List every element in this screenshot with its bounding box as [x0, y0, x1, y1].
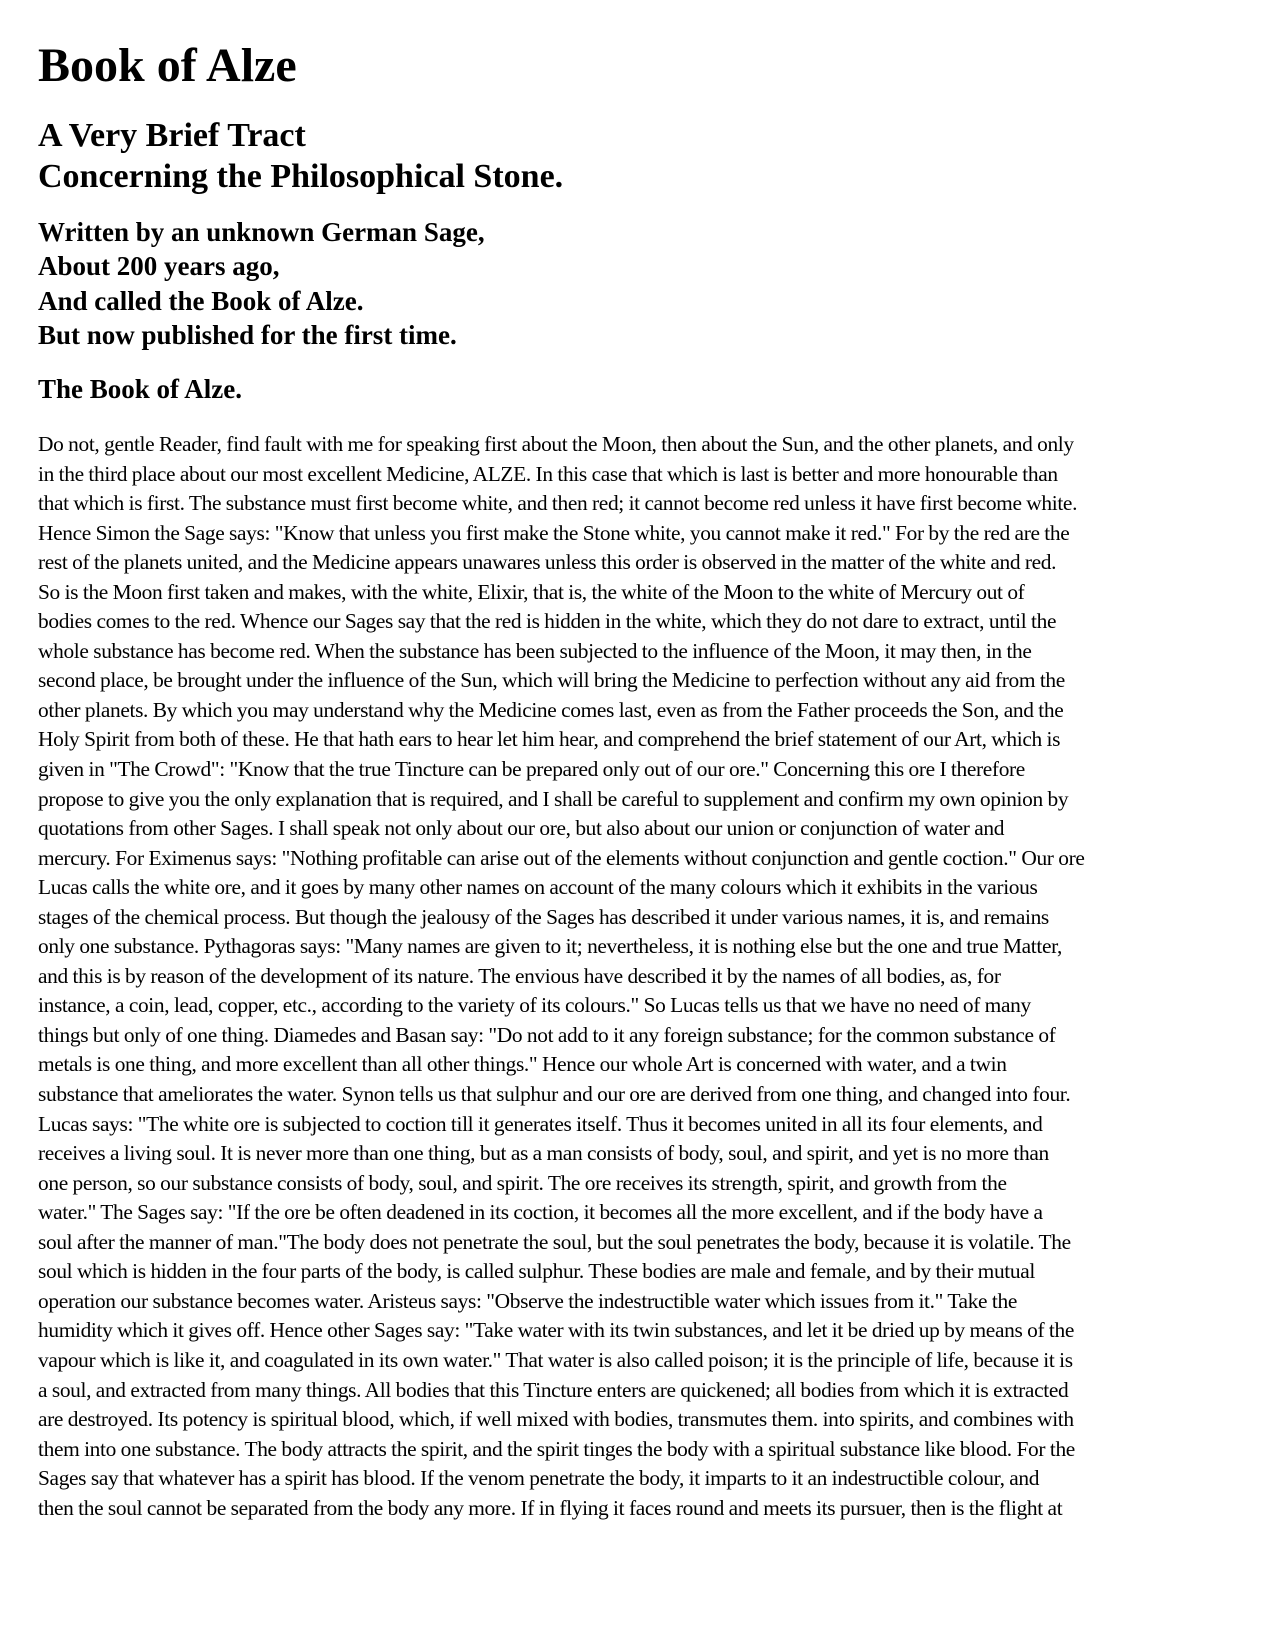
text-line: stages of the chemical process. But though the jealousy of the Sages has described it under various names, it is, and remains — [38, 904, 1049, 929]
text-line: things but only of one thing. Diamedes and Basan say: "Do not add to it any foreign substance; for the common substance of — [38, 1022, 1056, 1047]
document-subtitle — [38, 115, 563, 197]
subtitle-line: A Very Brief Tract — [38, 117, 306, 154]
text-line: Sages say that whatever has a spirit has blood. If the venom penetrate the body, it imparts to it an indestructible colour, and — [38, 1466, 1040, 1491]
text-line: rest of the planets united, and the Medicine appears unawares unless this order is observed in the matter of the white and red. — [38, 550, 1057, 575]
text-line: then the soul cannot be separated from the body any more. If in flying it faces round and meets its pursuer, then is the flight at — [38, 1495, 1063, 1520]
body-paragraph — [38, 430, 1238, 1523]
text-line: them into one substance. The body attracts the spirit, and the spirit tinges the body with a spiritual substance like blood. For the — [38, 1436, 1075, 1461]
text-line: second place, be brought under the influence of the Sun, which will bring the Medicine to perfection without any aid from the — [38, 668, 1065, 693]
text-line: operation our substance becomes water. Aristeus says: "Observe the indestructible water which issues from it." Take the — [38, 1288, 1017, 1313]
text-line: humidity which it gives off. Hence other Sages say: "Take water with its twin substances, and let it be dried up by means of the — [38, 1318, 1075, 1343]
text-line: a soul, and extracted from many things. All bodies that this Tincture enters are quickened; all bodies from which it is extracted — [38, 1377, 1069, 1402]
text-line: Hence Simon the Sage says: "Know that unless you first make the Stone white, you cannot make it red." For by the red are the — [38, 520, 1070, 545]
text-line: Lucas says: "The white ore is subjected to coction till it generates itself. Thus it becomes united in all its four elements, and — [38, 1111, 1043, 1136]
text-line: water." The Sages say: "If the ore be often deadened in its coction, it becomes all the more excellent, and if the body have a — [38, 1200, 1043, 1225]
document-title: Book of Alze — [38, 39, 297, 92]
section-heading: The Book of Alze. — [38, 374, 243, 404]
text-line: given in "The Crowd": "Know that the true Tincture can be prepared only out of our ore." Concerning this ore I therefore — [38, 757, 1025, 782]
text-line: instance, a coin, lead, copper, etc., according to the variety of its colours." So Lucas tells us that we have no need of many — [38, 993, 1031, 1018]
text-line: vapour which is like it, and coagulated in its own water." That water is also called poison; it is the principle of life, because it is — [38, 1347, 1073, 1372]
text-line: Do not, gentle Reader, find fault with me for speaking first about the Moon, then about the Sun, and the other planets, and only — [38, 432, 1074, 456]
text-line: are destroyed. Its potency is spiritual blood, which, if well mixed with bodies, transmutes them. into spirits, and combines with — [38, 1407, 1074, 1432]
text-line: soul after the manner of man."The body does not penetrate the soul, but the soul penetrates the body, because it is volatile. The — [38, 1229, 1071, 1254]
attribution-line: About 200 years ago, — [38, 251, 280, 282]
text-line: So is the Moon first taken and makes, with the white, Elixir, that is, the white of the Moon to the white of Mercury out of — [38, 579, 1025, 604]
attribution — [38, 215, 485, 352]
text-line: Holy Spirit from both of these. He that hath ears to hear let him hear, and comprehend the brief statement of our Art, which is — [38, 727, 1061, 752]
text-line: substance that ameliorates the water. Synon tells us that sulphur and our ore are derived from one thing, and changed into four. — [38, 1082, 1071, 1107]
text-line: propose to give you the only explanation that is required, and I shall be careful to supplement and confirm my own opinion by — [38, 786, 1069, 811]
text-line: whole substance has become red. When the substance has been subjected to the influence of the Moon, it may then, in the — [38, 638, 1032, 663]
text-line: quotations from other Sages. I shall speak not only about our ore, but also about our union or conjunction of water and — [38, 816, 1005, 841]
text-line: bodies comes to the red. Whence our Sages say that the red is hidden in the white, which they do not dare to extract, until the — [38, 609, 1057, 634]
attribution-line: But now published for the first time. — [38, 319, 457, 350]
text-line: receives a living soul. It is never more than one thing, but as a man consists of body, soul, and spirit, and yet is no more than — [38, 1141, 1049, 1166]
text-line: other planets. By which you may understand why the Medicine comes last, even as from the Father proceeds the Son, and the — [38, 697, 1064, 722]
text-line: that which is first. The substance must first become white, and then red; it cannot become red unless it have first become white. — [38, 491, 1078, 516]
attribution-line: Written by an unknown German Sage, — [38, 217, 485, 247]
text-line: one person, so our substance consists of body, soul, and spirit. The ore receives its strength, spirit, and growth from the — [38, 1170, 1007, 1195]
text-line: metals is one thing, and more excellent than all other things." Hence our whole Art is concerned with water, and a twin — [38, 1052, 1007, 1077]
text-line: Lucas calls the white ore, and it goes by many other names on account of the many colours which it exhibits in the various — [38, 875, 1038, 900]
text-line: and this is by reason of the development of its nature. The envious have described it by the names of all bodies, as, for — [38, 963, 1001, 988]
text-line: only one substance. Pythagoras says: "Many names are given to it; nevertheless, it is nothing else but the one and true Matter, — [38, 934, 1063, 959]
attribution-line: And called the Book of Alze. — [38, 285, 364, 316]
text-line: in the third place about our most excellent Medicine, ALZE. In this case that which is last is better and more honourable than — [38, 461, 1058, 486]
text-line: soul which is hidden in the four parts of the body, is called sulphur. These bodies are male and female, and by their mutual — [38, 1259, 1035, 1284]
subtitle-line: Concerning the Philosophical Stone. — [38, 158, 564, 195]
text-line: mercury. For Eximenus says: "Nothing profitable can arise out of the elements without conjunction and gentle coction." Our ore — [38, 845, 1085, 870]
